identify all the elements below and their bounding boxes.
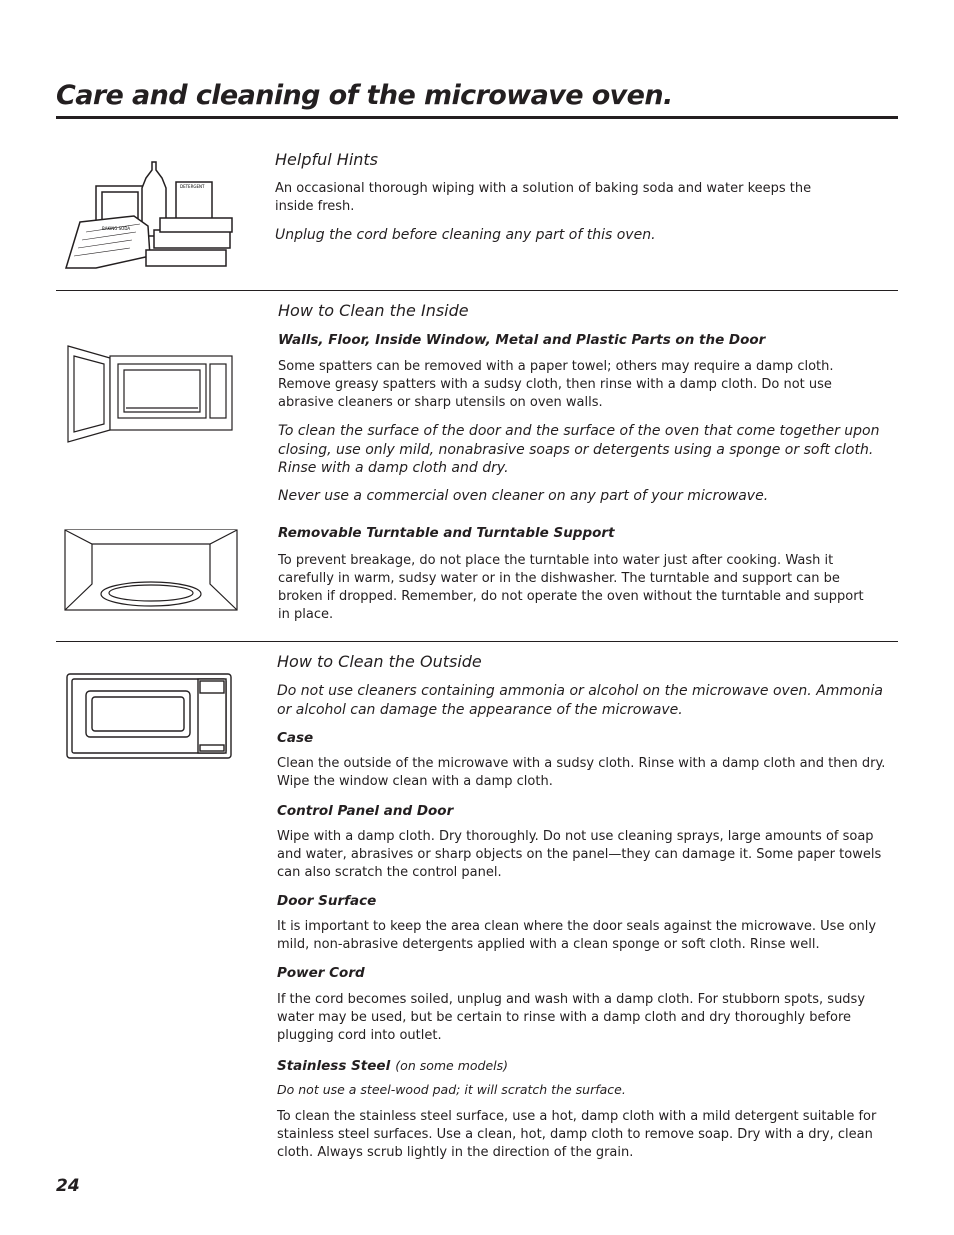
- turntable-subheading: Removable Turntable and Turntable Support: [278, 525, 615, 541]
- inside-door-surface-text: To clean the surface of the door and the surface of the oven that come together upon closing, use only mild, nonabrasive soaps or detergents using a sponge or soft cloth. Rinse with a damp cloth and dry.: [278, 423, 880, 476]
- control-panel-text: Wipe with a damp cloth. Dry thoroughly. Do not use cleaning sprays, large amounts of soap and water, abrasives or sharp objects on the panel—they can damage it. Some paper towels can also scratch the control panel.: [277, 829, 882, 880]
- inside-walls-text: Some spatters can be removed with a paper towel; others may require a damp cloth. Remove greasy spatters with a sudsy cloth, then rinse with a damp cloth. Do not use abrasive cleaners or sharp utensils on oven walls.: [278, 359, 834, 410]
- case-subheading: Case: [277, 730, 314, 746]
- page-title: Care and cleaning of the microwave oven.: [56, 80, 673, 111]
- outside-intro: Do not use cleaners containing ammonia or alcohol on the microwave oven. Ammonia or alcohol can damage the appearance of the microwave.: [277, 683, 883, 718]
- stainless-steel-subheading: Stainless Steel: [277, 1058, 391, 1074]
- turntable-text: To prevent breakage, do not place the turntable into water just after cooking. Wash it carefully in warm, sudsy water or in the dishwasher. The turntable and support can be broken if dropped. Remember, do not operate the oven without the turntable and support in place.: [278, 553, 864, 622]
- section-divider: [56, 290, 898, 291]
- stainless-steel-subheading-line: [277, 1055, 508, 1074]
- door-surface-subheading: Door Surface: [277, 893, 377, 909]
- title-rule: [56, 116, 898, 119]
- page-number: 24: [56, 1176, 80, 1196]
- stainless-steel-text: To clean the stainless steel surface, use a hot, damp cloth with a mild detergent suitable for stainless steel surfaces. Use a clean, hot, damp cloth to remove soap. Dry with a dry, clean cloth. Always scrub lightly in the direction of the grain.: [277, 1109, 877, 1160]
- outside-heading: How to Clean the Outside: [277, 652, 482, 671]
- closed-microwave-illustration: [66, 673, 234, 761]
- inside-walls-subheading: Walls, Floor, Inside Window, Metal and Plastic Parts on the Door: [278, 332, 766, 348]
- turntable-illustration: [64, 528, 238, 612]
- cleaning-supplies-illustration: [60, 156, 240, 278]
- helpful-hints-unplug: Unplug the cord before cleaning any part of this oven.: [275, 227, 656, 243]
- section-divider: [56, 641, 898, 642]
- open-microwave-illustration: [64, 344, 236, 444]
- power-cord-text: If the cord becomes soiled, unplug and wash with a damp cloth. For stubborn spots, sudsy water may be used, but be certain to rinse with a damp cloth and dry thoroughly before plugging cord into outlet.: [277, 992, 866, 1043]
- power-cord-subheading: Power Cord: [277, 965, 365, 981]
- helpful-hints-text: An occasional thorough wiping with a solution of baking soda and water keeps the inside fresh.: [275, 181, 812, 214]
- case-text: Clean the outside of the microwave with a sudsy cloth. Rinse with a damp cloth and then dry. Wipe the window clean with a damp cloth.: [277, 756, 886, 789]
- stainless-steel-warning: Do not use a steel-wood pad; it will scratch the surface.: [277, 1082, 626, 1097]
- stainless-steel-note: (on some models): [395, 1058, 509, 1073]
- control-panel-subheading: Control Panel and Door: [277, 803, 454, 819]
- baking-soda-label: BAKING SODA: [102, 226, 131, 231]
- detergent-label: DETERGENT: [180, 184, 205, 189]
- helpful-hints-heading: Helpful Hints: [275, 150, 379, 169]
- inside-heading: How to Clean the Inside: [278, 301, 469, 320]
- door-surface-text: It is important to keep the area clean where the door seals against the microwave. Use only mild, non-abrasive detergents applied with a clean sponge or soft cloth. Rinse well.: [277, 919, 877, 952]
- inside-oven-cleaner-warning: Never use a commercial oven cleaner on any part of your microwave.: [278, 488, 769, 504]
